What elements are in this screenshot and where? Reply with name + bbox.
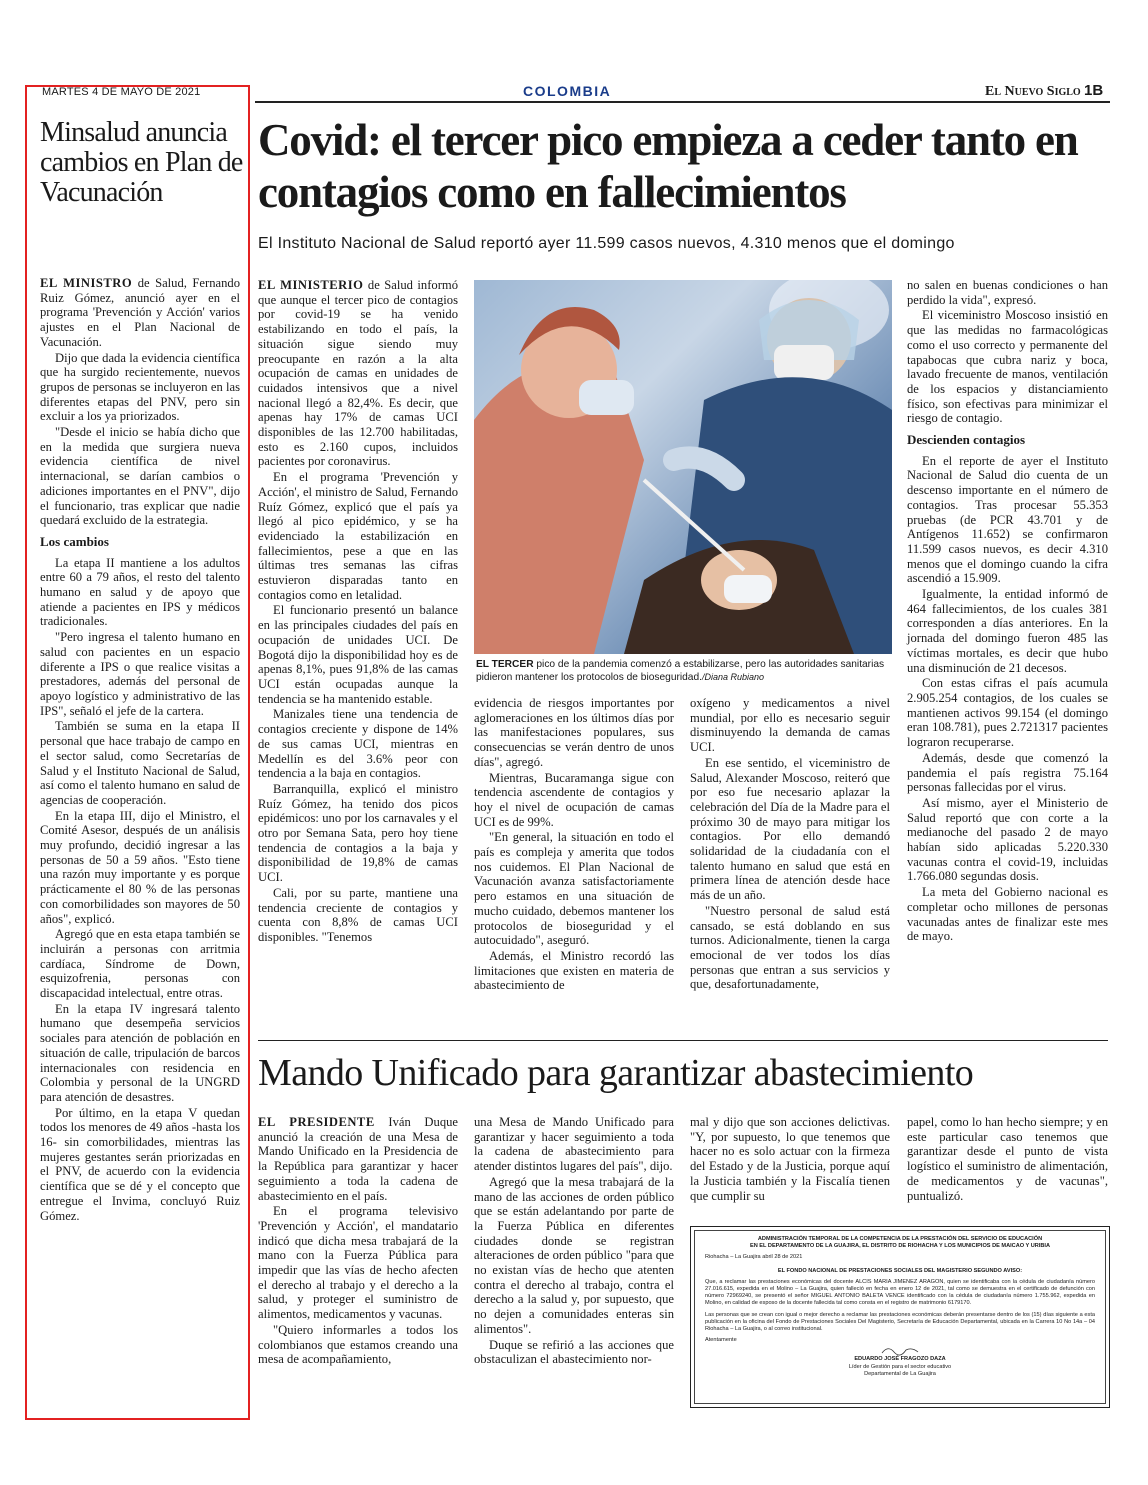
main-paragraph: Además, el Ministro recordó las limitaciones que existen en materia de abastecimiento de — [474, 948, 674, 993]
newspaper-brand: El Nuevo Siglo — [985, 84, 1081, 99]
news-photo — [474, 280, 892, 654]
second-paragraph: mal y dijo que son acciones delictivas. "Y, por supuesto, lo que tenemos que hacer no es solo actuar con la firmeza del Estado y de la Justicia, porque aquí la Justicia también y la Fiscalía tienen que cumplir su — [690, 1115, 890, 1203]
sidebar-lead-paragraph: EL MINISTRO de Salud, Fernando Ruiz Gómez, anunció ayer en el programa 'Prevención y Acción' varios ajustes en el Plan Nacional de Vacunación. — [40, 276, 240, 349]
page-number: 1B — [1084, 82, 1104, 99]
sidebar-subhead: Los cambios — [40, 533, 109, 549]
second-paragraph: una Mesa de Mando Unificado para garantizar y hacer seguimiento a toda la cadena de abastecimiento para atender distintos lugares del país", dijo. — [474, 1115, 674, 1174]
notice-signer-role: Líder de Gestión para el sector educativo — [848, 1363, 952, 1370]
main-paragraph: Con estas cifras el país acumula 2.905.254 contagios, de los cuales se mantienen activos 99.154 (el domingo eran 108.781), pues 2.721317 pacientes lograron recuperarse. — [907, 676, 1108, 750]
photo-credit: /Diana Rubiano — [701, 672, 765, 682]
notice-title: ADMINISTRACIÓN TEMPORAL DE LA COMPETENCIA DE LA PRESTACIÓN DEL SERVICIO DE EDUCACIÓN — [757, 1236, 1043, 1242]
signature-icon — [705, 1344, 1095, 1356]
sidebar-headline: Minsalud anuncia cambios en Plan de Vacunación — [40, 117, 243, 208]
main-paragraph: Manizales tiene una tendencia de contagios creciente y dispone de 14% de sus camas UCI, mientras en Medellín es del 3.6% peor con tendencia a la baja en contagios. — [258, 707, 458, 781]
photo-illustration — [474, 280, 892, 654]
sidebar-paragraph: "Pero ingresa el talento humano en salud con pacientes en un espacio diferente a IPS o que realice visitas a prestadores, además del personal de apoyo logístico y administrativo de las IPS", señaló el jefe de la cartera. — [40, 630, 240, 718]
main-headline: Covid: el tercer pico empieza a ceder tanto en contagios como en fallecimientos — [258, 115, 1078, 217]
second-lead: EL PRESIDENTE — [258, 1115, 375, 1129]
second-paragraph: papel, como lo han hecho siempre; y en este particular caso tenemos que garantizar desde el punto de vista logístico el suministro de alimentación, de medicamentos y de vacunas", puntualizó. — [907, 1115, 1108, 1203]
main-paragraph: La meta del Gobierno nacional es completar ocho millones de personas vacunadas antes de finalizar este mes de mayo. — [907, 885, 1108, 944]
main-subhead: Descienden contagios — [907, 432, 1026, 448]
legal-notice — [690, 1226, 1110, 1408]
main-paragraph: Igualmente, la entidad informó de 464 fallecimientos, de los cuales 381 corresponden a días anteriores. En la jornada del domingo fueron 485 las víctimas mortales, es decir que hubo una disminución de 21 decesos. — [907, 587, 1108, 675]
sidebar-paragraph: En la etapa IV ingresará talento humano que desempeña servicios sociales para atención de población en situación de calle, tripulación de barcos internacionales con residencia en Colombia y personal de la UNGRD para atención de desastres. — [40, 1001, 240, 1104]
sidebar-paragraph: En la etapa III, dijo el Ministro, el Comité Asesor, después de un análisis muy profundo, decidió ingresar a las personas de 50 a 59 años. "Esto tiene una razón muy importante y es porque prácticamente el 80 % de las personas con comorbilidades son mayores de 50 años", explicó. — [40, 808, 240, 926]
main-lead-paragraph: EL MINISTERIO de Salud informó que aunque el tercer pico de contagios por covid-19 se ha venido estabilizando en todo el país, la situación sigue siendo muy preocupante en razón a la alta ocupación de camas en unidades de cuidados intensivos que a nivel nacional llegó a 82,4%. Es decir, que apenas hay 17% de camas UCI disponibles de las 12.700 habilitadas, esto es 2.160 cupos, incluidos pacientes por coronavirus. — [258, 278, 458, 469]
section-label: COLOMBIA — [523, 83, 612, 99]
notice-body: Que, a reclamar las prestaciones económicas del docente ALCIS MARIA JIMENEZ ARAGON, quien se identificaba con la cédula de ciudadanía número 27.016.615, expedida en el Molino – La Guajira, quien falleció en fecha en enero 12 de 2021, tal como se demuestra en el certificado de defunción con número 72969240, se presentó el señor MIGUEL ANTONIO BALETA VENCE identificado con la cédula de ciudadanía número 1.755.962, expedida en Molino, en calidad de esposo de la docente fallecida tal como consta en el registro de matrimonio 6179170. — [705, 1278, 1095, 1307]
second-paragraph: "Quiero informarles a todos los colombianos que estamos creando una mesa de acompañamiento, — [258, 1322, 458, 1367]
sidebar-paragraph: La etapa II mantiene a los adultos entre 60 a 79 años, el resto del talento humano en salud y de apoyo que atiende a pacientes en IPS y médicos tradicionales. — [40, 555, 240, 629]
notice-place-date: Riohacha – La Guajira abril 28 de 2021 — [705, 1254, 803, 1261]
second-paragraph: Duque se refirió a las acciones que obstaculizan el abastecimiento nor- — [474, 1337, 674, 1367]
notice-signer: EDUARDO JOSÉ FRAGOZO DAZA — [854, 1356, 946, 1363]
photo-caption — [476, 658, 894, 684]
notice-title: EN EL DEPARTAMENTO DE LA GUAJIRA, EL DISTRITO DE RIOHACHA Y LOS MUNICIPIOS DE MAICAO Y URIBIA — [749, 1243, 1051, 1250]
main-paragraph: En ese sentido, el viceministro de Salud, Alexander Moscoso, reiteró que por eso fue necesario aplazar la celebración del Día de la Madre para el próximo 30 de mayo para mitigar los contagios. Por ello demandó solidaridad de la ciudadanía con el talento humano en salud que está en primera línea de atención desde hace más de un año. — [690, 755, 890, 903]
second-paragraph: Agregó que la mesa trabajará de la mano de las acciones de orden público que se están adelantando por parte de la Fuerza Pública en diferentes ciudades donde se registran alteraciones de orden público "para que no existan vías de hecho que atenten contra el derecho al trabajo, contra el derecho a la salud y, por supuesto, que no dejen a comunidades enteras sin alimentos". — [474, 1174, 674, 1336]
notice-closing: Atentamente — [705, 1337, 737, 1344]
second-col-1 — [258, 1115, 458, 1368]
section-divider — [258, 1040, 1108, 1041]
main-paragraph: Así mismo, ayer el Ministerio de Salud reportó que con corte a la medianoche del pasado 2 de mayo habían sido aplicadas 5.220.330 vacunas contra el covid-19, incluidas 1.766.080 segundas dosis. — [907, 795, 1108, 884]
main-paragraph: "En general, la situación en todo el país es compleja y amerita que todos nos cuidemos. El Plan Nacional de Vacunación avanza satisfactoriamente pero estamos en una situación de mucho cuidado, debemos mantener los protocolos de bioseguridad y el autocuidado", aseguró. — [474, 830, 674, 948]
sidebar-paragraph: También se suma en la etapa II personal que hace trabajo de campo en el sector salud, como Secretarías de Salud y el Instituto Nacional de Salud, así como el talento humano en salud de agencias de cooperación. — [40, 719, 240, 807]
main-paragraph: oxígeno y medicamentos a nivel mundial, por ello es necesario seguir disminuyendo la demanda de camas UCI. — [690, 696, 890, 755]
main-paragraph: "Nuestro personal de salud está cansado, se está doblando en sus turnos. Adicionalmente, tienen la carga emocional de ver todos los días personas que entran a sus servicios y que, desafortunadamente, — [690, 903, 890, 992]
main-paragraph: El funcionario presentó un balance en las principales ciudades del país en ocupación de unidades UCI. De Bogotá dijo la disponibilidad hoy es de apenas 8,1%, pues 91,8% de las camas UCI están ocupadas aunque la tendencia se ha mantenido estable. — [258, 603, 458, 706]
main-paragraph: evidencia de riesgos importantes por aglomeraciones en los últimos días por las manifestaciones populares, sus consecuencias se verán dentro de unos días", agregó. — [474, 696, 674, 769]
main-col-1 — [258, 278, 458, 946]
main-col-3 — [690, 696, 890, 993]
main-paragraph: Barranquilla, explicó el ministro Ruíz Gómez, ha tenido dos picos epidémicos: uno por los carnavales y el otro por Semana Sata, pero hoy tiene tendencia de contagios a la baja y disponibilidad de 19,8% de camas UCI. — [258, 781, 458, 885]
main-paragraph: Mientras, Bucaramanga sigue con tendencia ascendente de contagios y hoy el nivel de ocupación de camas UCI es de 99%. — [474, 770, 674, 829]
highlight-box — [25, 85, 250, 1420]
main-paragraph: El viceministro Moscoso insistió en que las medidas no farmacológicas como el uso correcto y permanente del tapabocas que cubra nariz y boca, lavado frecuente de manos, ventilación de los espacios y distanciamiento físico, son efectivas para minimizar el riesgo de contagio. — [907, 308, 1108, 426]
second-col-4 — [907, 1115, 1108, 1204]
main-paragraph: En el programa 'Prevención y Acción', el ministro de Salud, Fernando Ruíz Gómez, explicó que el país ya llegó al pico epidémico, y se ha evidenciado la estabilización en fallecimientos, pese a que en las últimas tres semanas las cifras estuvieron disparadas tanto en contagios como en letalidad. — [258, 470, 458, 602]
main-col-4 — [907, 278, 1108, 945]
main-paragraph: Cali, por su parte, mantiene una tendencia creciente de contagios y cuenta con 8,8% de camas UCI disponibles. "Tenemos — [258, 885, 458, 944]
page-date: MARTES 4 DE MAYO DE 2021 — [42, 86, 201, 98]
second-col-2 — [474, 1115, 674, 1368]
second-col-3 — [690, 1115, 890, 1204]
main-paragraph: En el reporte de ayer el Instituto Nacional de Salud dio cuenta de un descenso importante en el número de contagios. Tras procesar 55.353 pruebas (de PCR 43.701 y de Antígenos 11.652) se confirmaron 11.599 casos nuevos, es decir 4.310 menos que el domingo cuando la cifra ascendió a 15.909. — [907, 453, 1108, 586]
header-rule — [255, 101, 1110, 103]
sidebar-paragraph: Agregó que en esta etapa también se incluirán a personas con arritmia cardíaca, Síndrome de Down, esquizofrenia, personas con discapacidad intelectual, entre otras. — [40, 927, 240, 1001]
second-paragraph: En el programa televisivo 'Prevención y Acción', el mandatario indicó que dicha mesa trabajará de la mano con la Fuerza Pública para impedir que las vías de hecho afecten el derecho al trabajo y el derecho a la salud, y proteger el suministro de alimentos, medicamentos y vacunas. — [258, 1204, 458, 1322]
sidebar-paragraph: Por último, en la etapa V quedan todos los menores de 49 años -hasta los 16- sin comorbilidades, mientras las mujeres gestantes serán priorizadas en el PNV, de acuerdo con la evidencia científica que se dé y el concepto que entregue el Invima, concluyó Ruiz Gómez. — [40, 1105, 240, 1223]
main-subtitle: El Instituto Nacional de Salud reportó ayer 11.599 casos nuevos, 4.310 menos que el domingo — [258, 235, 955, 252]
caption-lead: EL TERCER — [476, 659, 534, 670]
sidebar-lead: EL MINISTRO — [40, 276, 133, 290]
second-lead-paragraph: EL PRESIDENTE Iván Duque anunció la creación de una Mesa de Mando Unificado en la Presidencia de la República para garantizar y hacer seguimiento a toda la cadena de abastecimiento en el país. — [258, 1115, 458, 1203]
sidebar-paragraph: Dijo que dada la evidencia científica que ha surgido recientemente, nuevos grupos de personas se incluyeron en las diferentes etapas del PNV, pero sin excluir a los ya priorizados. — [40, 350, 240, 424]
main-col-2 — [474, 696, 674, 994]
main-lead: EL MINISTERIO — [258, 278, 364, 292]
notice-heading: EL FONDO NACIONAL DE PRESTACIONES SOCIALES DEL MAGISTERIO SEGUNDO AVISO: — [777, 1267, 1023, 1274]
main-paragraph: no salen en buenas condiciones o han perdido la vida", expresó. — [907, 278, 1108, 307]
caption-text: pico de la pandemia comenzó a estabilizarse, pero las autoridades sanitarias pidieron mantener los protocolos de bioseguridad. — [476, 659, 885, 683]
second-headline: Mando Unificado para garantizar abastecimiento — [258, 1052, 974, 1094]
sidebar-paragraph: "Desde el inicio se había dicho que en la medida que surgiera nueva evidencia científica de nivel internacional, se darían cambios o adiciones importantes en el PNV", dijo el funcionario, tras explicar que nadie quedará excluido de la estrategia. — [40, 425, 240, 528]
notice-signer-role: Departamental de La Guajira — [864, 1370, 936, 1377]
main-paragraph: Además, desde que comenzó la pandemia el país registra 75.164 personas fallecidas por el virus. — [907, 750, 1108, 795]
notice-body: Las personas que se crean con igual o mejor derecho a reclamar las prestaciones económicas deberán presentarse dentro de los (15) días siguiente a esta publicación en la oficina del Fondo de Prestaciones Sociales Del Magisterio, Secretaría de Educación Departamental, ubicada en la Carrera 10 No 14a – 04 Riohacha – La Guajira, o al correo institucional. — [705, 1311, 1095, 1333]
